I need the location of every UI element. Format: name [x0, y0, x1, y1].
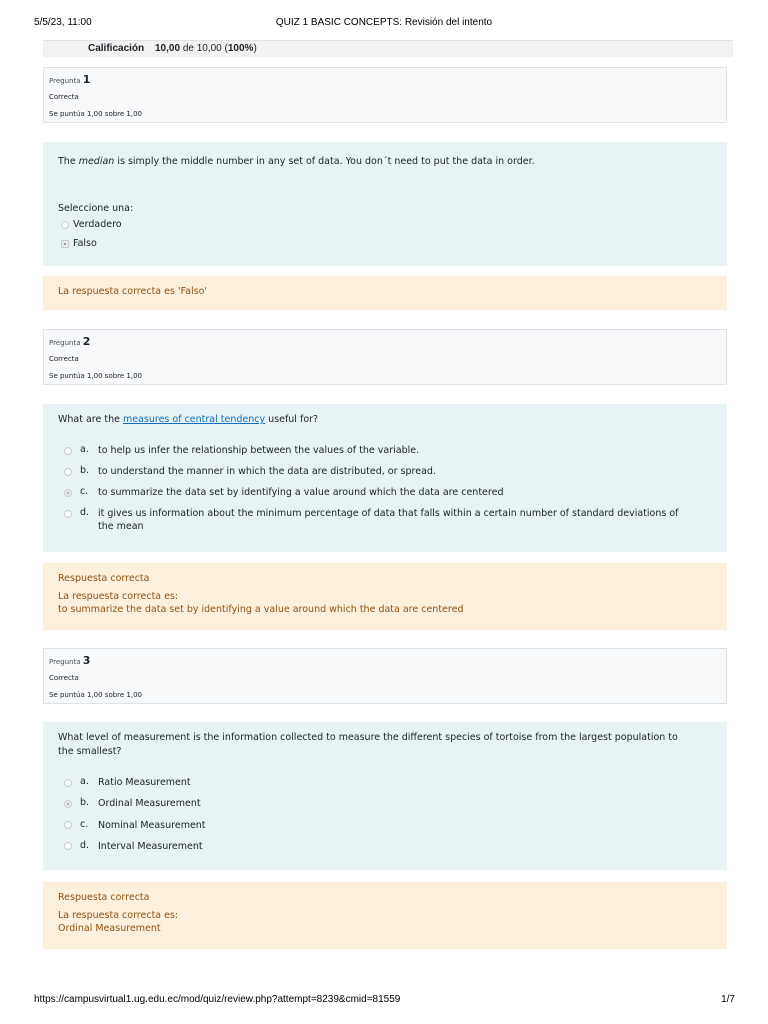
option-b-text: Ordinal Measurement — [98, 798, 201, 809]
option-letter: a. — [80, 776, 89, 787]
question-2-feedback — [43, 563, 727, 630]
print-date: 5/5/23, 11:00 — [34, 17, 92, 28]
grade-value: 10,00 de 10,00 (100%) — [155, 43, 257, 54]
option-c-text: Nominal Measurement — [98, 820, 206, 831]
print-footer — [0, 994, 768, 1008]
radio-option-b[interactable] — [64, 468, 72, 476]
question-mark: Se puntúa 1,00 sobre 1,00 — [49, 110, 143, 118]
print-title: QUIZ 1 BASIC CONCEPTS: Revisión del intento — [275, 17, 493, 28]
option-d-text: it gives us information about the minimum percentage of data that falls within a certain number of standard deviations of the mean — [98, 508, 679, 532]
question-text-part: What are the — [58, 414, 123, 425]
feedback-title: Respuesta correcta — [58, 573, 150, 584]
option-letter: d. — [80, 840, 90, 851]
central-tendency-link[interactable]: measures of central tendency — [122, 414, 266, 425]
option-a-text: to help us infer the relationship between the values of the variable. — [98, 445, 420, 456]
grade-percent: 100% — [227, 43, 254, 54]
question-number-value: 2 — [82, 335, 91, 348]
option-a-text: Ratio Measurement — [98, 777, 191, 788]
question-label: Pregunta — [49, 658, 81, 666]
answer-prompt: Seleccione una: — [58, 203, 134, 214]
question-label: Pregunta — [49, 339, 81, 347]
radio-falso[interactable] — [61, 240, 69, 248]
print-header — [0, 0, 768, 40]
question-state: Correcta — [49, 674, 79, 682]
correct-answer-text: Ordinal Measurement — [58, 923, 161, 934]
question-3-info — [43, 648, 727, 704]
radio-option-d[interactable] — [64, 842, 72, 850]
correct-answer-text: to summarize the data set by identifying a value around which the data are centered — [58, 604, 464, 615]
grade-label: Calificación — [88, 43, 145, 54]
radio-option-c[interactable] — [64, 489, 72, 497]
question-2-info — [43, 329, 727, 385]
page-url: https://campusvirtual1.ug.edu.ec/mod/quiz/review.php?attempt=8239&cmid=81559 — [34, 994, 401, 1005]
option-letter: c. — [80, 486, 89, 497]
option-falso-label: Falso — [73, 238, 97, 249]
feedback-title: Respuesta correcta — [58, 892, 150, 903]
grade-score: 10,00 — [155, 43, 181, 54]
correct-answer-text: La respuesta correcta es 'Falso' — [58, 286, 207, 297]
option-c-text: to summarize the data set by identifying a value around which the data are centered — [98, 487, 504, 498]
option-letter: d. — [80, 507, 90, 518]
question-text: What level of measurement is the information collected to measure the different species of tortoise from the largest population to the smallest? — [58, 732, 678, 757]
radio-option-c[interactable] — [64, 821, 72, 829]
option-letter: c. — [80, 819, 89, 830]
question-number — [49, 654, 90, 667]
radio-option-a[interactable] — [64, 779, 72, 787]
question-2-formulation — [43, 404, 727, 552]
radio-verdadero[interactable] — [61, 221, 69, 229]
question-number — [49, 335, 90, 348]
question-text — [58, 413, 687, 427]
question-number — [49, 73, 90, 86]
question-number-value: 3 — [82, 654, 91, 667]
question-text-emphasis: median — [78, 156, 115, 167]
question-1-formulation — [43, 142, 727, 266]
option-verdadero-label: Verdadero — [73, 219, 122, 230]
question-text-part: useful for? — [265, 414, 319, 425]
question-text — [58, 155, 687, 169]
radio-option-b[interactable] — [64, 800, 72, 808]
question-3-feedback — [43, 882, 727, 949]
question-mark: Se puntúa 1,00 sobre 1,00 — [49, 372, 143, 380]
question-1-feedback — [43, 276, 727, 310]
question-text-part: The — [58, 156, 79, 167]
question-3-formulation — [43, 722, 727, 870]
question-state: Correcta — [49, 93, 79, 101]
question-label: Pregunta — [49, 77, 81, 85]
grade-of: de 10,00 — [182, 43, 222, 54]
option-d-text: Interval Measurement — [98, 841, 203, 852]
option-b-text: to understand the manner in which the data are distributed, or spread. — [98, 466, 436, 477]
question-mark: Se puntúa 1,00 sobre 1,00 — [49, 691, 143, 699]
option-letter: b. — [80, 797, 90, 808]
correct-answer-label: La respuesta correcta es: — [58, 910, 179, 921]
question-1-info — [43, 67, 727, 123]
radio-option-d[interactable] — [64, 510, 72, 518]
option-letter: a. — [80, 444, 89, 455]
question-text-part: is simply the middle number in any set of data. You don´t need to put the data in order. — [114, 156, 535, 167]
question-number-value: 1 — [82, 73, 91, 86]
question-state: Correcta — [49, 355, 79, 363]
radio-option-a[interactable] — [64, 447, 72, 455]
page-number: 1/7 — [721, 994, 735, 1005]
correct-answer-label: La respuesta correcta es: — [58, 591, 179, 602]
option-letter: b. — [80, 465, 90, 476]
grade-summary-row — [43, 41, 733, 57]
